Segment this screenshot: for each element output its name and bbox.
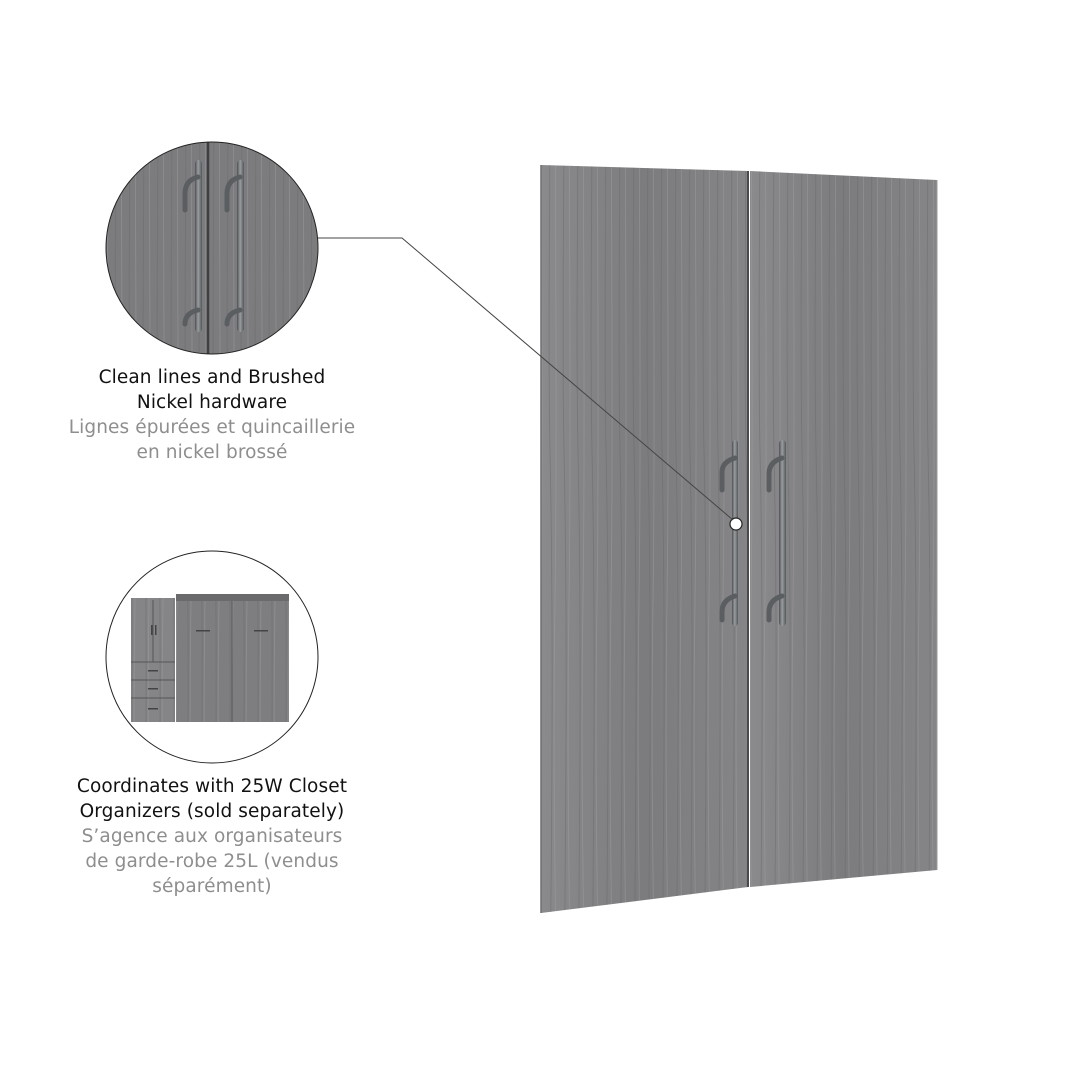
subtitle-line: Lignes épurées et quincaillerie	[68, 417, 356, 438]
feature-hardware	[42, 365, 382, 465]
subtitle-line: de garde-robe 25L (vendus	[85, 851, 339, 872]
callout-dot	[730, 518, 742, 530]
title-line: Coordinates with 25W Closet	[76, 776, 348, 797]
title-line: Clean lines and Brushed	[98, 367, 326, 388]
subtitle-line: S’agence aux organisateurs	[81, 826, 343, 847]
subtitle-line: en nickel brossé	[136, 442, 288, 463]
closet-organizer-thumbnail	[106, 551, 318, 763]
title-line: Nickel hardware	[136, 392, 288, 413]
feature-coordinates-title	[42, 774, 382, 824]
feature-hardware-subtitle	[42, 415, 382, 465]
title-line: Organizers (sold separately)	[79, 801, 345, 822]
hardware-closeup-image	[100, 140, 330, 370]
feature-hardware-title	[42, 365, 382, 415]
door-panels-image	[541, 165, 937, 913]
subtitle-line: séparément)	[152, 876, 272, 897]
feature-coordinates-subtitle	[42, 824, 382, 899]
feature-coordinates	[42, 774, 382, 899]
